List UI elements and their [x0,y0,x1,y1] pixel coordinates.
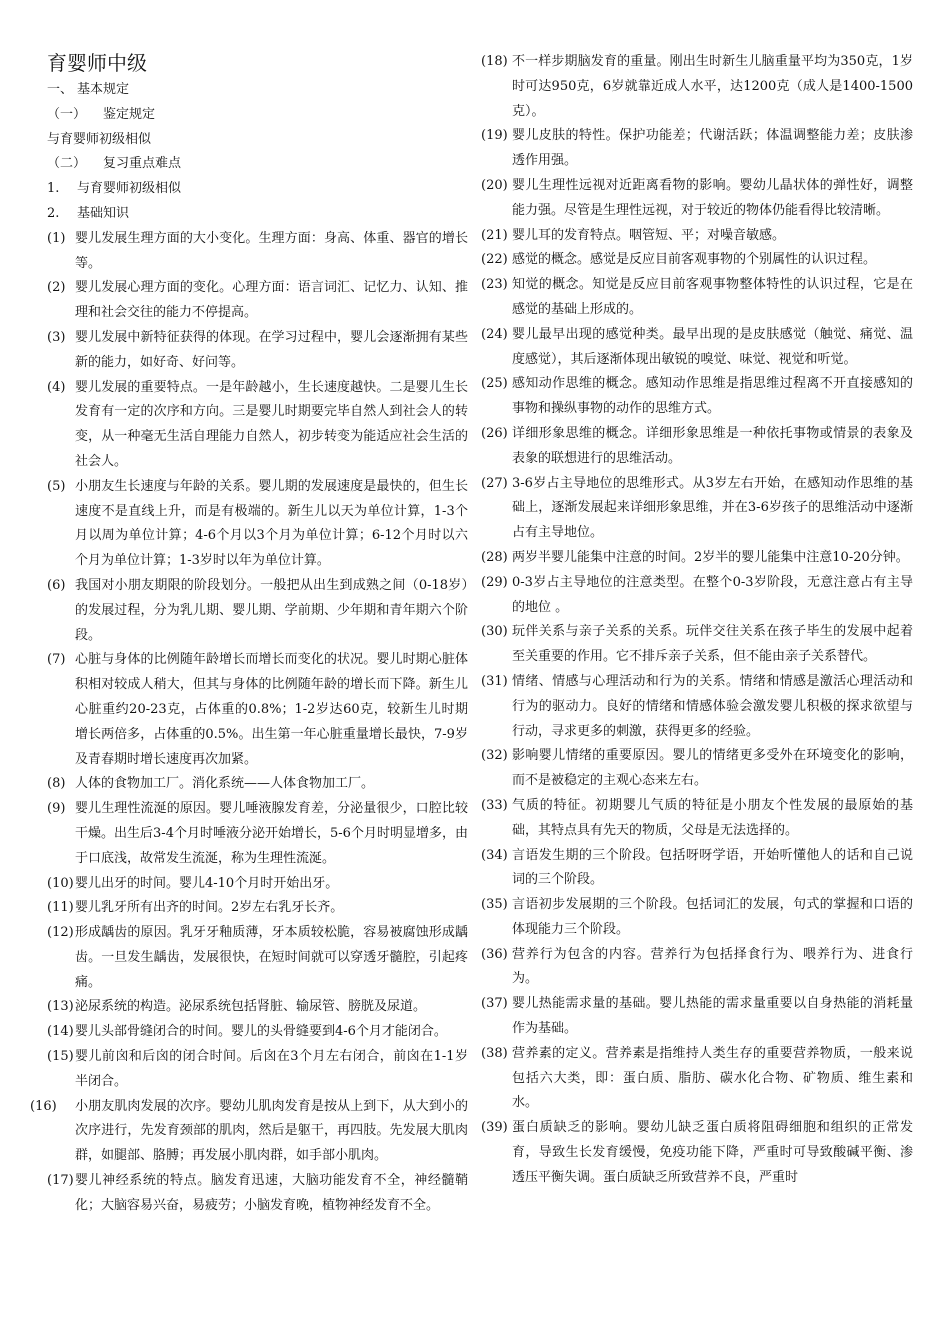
item-number: (20) [481,177,508,193]
item-text: 婴儿神经系统的特点。脑发育迅速，大脑功能发育不全，神经髓鞘化；大脑容易兴奋，易疲劳；小脑发育晚，植物神经发育不全。 [75,1173,468,1213]
item-text: 不一样步期脑发育的重量。刚出生时新生儿脑重量平均为350克，1岁时可达950克，6岁就靠近成人水平，达1200克（成人是1400-1500克）。 [512,54,913,119]
item-text: 婴儿前囟和后囟的闭合时间。后囟在3个月左右闭合，前囟在1-1岁半闭合。 [75,1049,468,1089]
list-item [47,326,468,376]
heading-text: 与育婴师初级相似 [77,181,182,197]
list-item [481,794,913,844]
item-text: 玩伴关系与亲子关系的关系。玩伴交往关系在孩子毕生的发展中起着至关重要的作用。它不排斥亲子关系，但不能由亲子关系替代。 [512,624,913,665]
list-item [481,323,913,373]
list-item [47,872,468,897]
list-item [47,772,468,797]
heading-number: 1. [47,181,60,197]
item-text: 婴儿头部骨缝闭合的时间。婴儿的头骨缝要到4-6个月才能闭合。 [75,1024,447,1040]
item-number: (19) [481,128,508,144]
item-text: 感知动作思维的概念。感知动作思维是指思维过程离不开直接感知的事物和操纵事物的动作的思维方式。 [512,376,913,417]
heading-text: 复习重点难点 [103,156,182,172]
item-number: (32) [481,748,508,764]
list-item [30,1095,468,1169]
list-item [481,422,913,472]
list-item [481,571,913,621]
item-number: (1) [47,230,66,246]
item-number: (39) [481,1120,508,1136]
list-item [481,620,913,670]
item-number: (3) [47,329,66,345]
heading-text: 基本规定 [77,82,130,97]
item-number: (30) [481,624,508,640]
item-text: 婴儿乳牙所有出齐的时间。2岁左右乳牙长齐。 [75,900,344,916]
item-text: 小朋友肌肉发展的次序。婴幼儿肌肉发育是按从上到下，从大到小的次序进行，先发育颈部的肌肉，然后是躯干，再四肢。先发展大肌肉群，如腿部、胳膊；再发展小肌肉群，如手部小肌肉。 [75,1098,468,1164]
item-text: 感觉的概念。感觉是反应目前客观事物的个别属性的认识过程。 [512,252,877,268]
item-text: 两岁半婴儿能集中注意的时间。2岁半的婴儿能集中注意10-20分钟。 [512,549,909,565]
item-number: (12) [47,925,74,941]
item-text: 婴儿热能需求量的基础。婴儿热能的需求量重要以自身热能的消耗量作为基础。 [512,996,913,1037]
heading-number: 2. [47,205,60,221]
item-text: 营养素的定义。营养素是指维持人类生存的重要营养物质，一般来说包括六大类，即：蛋白质、脂肪、碳水化合物、矿物质、维生素和水。 [512,1045,913,1111]
item-text: 气质的特征。初期婴儿气质的特征是小朋友个性发展的最原始的基础，其特点具有先天的物质，父母是无法选择的。 [512,797,913,838]
list-item [47,574,468,648]
item-number: (7) [47,652,66,668]
item-number: (25) [481,376,508,392]
item-number: (28) [481,549,508,565]
item-text: 婴儿出牙的时间。婴儿4-10个月时开始出牙。 [75,875,339,891]
item-text: 婴儿发展心理方面的变化。心理方面：语言词汇、记忆力、认知、推理和社会交往的能力不停提高。 [75,280,468,321]
item-text: 蛋白质缺乏的影响。婴幼儿缺乏蛋白质将阻碍细胞和组织的正常发育，导致生长发育缓慢，免疫功能下降，严重时可导致酸碱平衡、渗透压平衡失调。蛋白质缺乏所致营养不良，严重时 [512,1120,913,1185]
subsection-heading-review [47,152,468,177]
list-item [481,372,913,422]
item-number: (17) [47,1173,74,1189]
section-heading-basic-rules [47,78,468,103]
subsection-heading-assessment [47,103,468,128]
item-text: 婴儿皮肤的特性。保护功能差；代谢活跃；体温调整能力差；皮肤渗透作用强。 [512,128,913,169]
item-text: 形成龋齿的原因。乳牙牙釉质薄，牙本质较松脆，容易被腐蚀形成龋齿。一旦发生龋齿，发展很快，在短时间就可以穿透牙髓腔，引起疼痛。 [75,925,468,990]
item-number: (14) [47,1024,74,1040]
item-text: 泌尿系统的构造。泌尿系统包括肾脏、输尿管、膀胱及尿道。 [75,999,427,1015]
numbered-heading-2 [47,202,468,227]
item-number: (26) [481,425,508,441]
item-number: (37) [481,996,508,1012]
item-text: 婴儿发展生理方面的大小变化。生理方面：身高、体重、器官的增长等。 [75,230,468,271]
item-number: (9) [47,801,66,817]
list-item [47,227,468,277]
item-number: (10) [47,875,74,891]
item-number: (16) [30,1098,57,1114]
item-text: 我国对小朋友期限的阶段划分。一般把从出生到成熟之间（0-18岁）的发展过程，分为乳儿期、婴儿期、学前期、少年期和青年期六个阶段。 [75,577,468,643]
item-number: (4) [47,379,66,395]
item-number: (27) [481,475,508,491]
list-item [481,472,913,546]
item-number: (6) [47,577,66,593]
list-item [481,273,913,323]
list-item [47,276,468,326]
list-item [47,995,468,1020]
list-item [481,248,913,273]
item-number: (23) [481,277,508,293]
item-text: 心脏与身体的比例随年龄增长而增长而变化的状况。婴儿时期心脏体积相对较成人稍大，但其与身体的比例随年龄的增长而下降。新生儿心脏重约20-23克，占体重的0.8%；1-2岁达60克，较新生儿时期增长两倍多，占体重的0.5%。出生第一年心脏重量增长最快，7-9岁及青春期时增长速度再次加紧。 [75,652,468,767]
heading-number: （二） [47,156,87,172]
item-text: 详细形象思维的概念。详细形象思维是一种依托事物或情景的表象及表象的联想进行的思维活动。 [512,425,913,466]
item-number: (24) [481,326,508,342]
list-item [47,921,468,995]
item-number: (11) [47,900,74,916]
item-number: (13) [47,999,74,1015]
item-number: (34) [481,847,508,863]
item-number: (38) [481,1045,508,1061]
item-number: (2) [47,280,66,296]
item-number: (15) [47,1049,74,1065]
list-item [47,1169,468,1219]
item-text: 言语发生期的三个阶段。包括呀呀学语，开始听懂他人的话和自己说词的三个阶段。 [512,847,913,888]
item-number: (5) [47,478,66,494]
list-item [481,670,913,744]
list-item [47,376,468,475]
list-item [47,797,468,871]
item-number: (21) [481,227,508,243]
item-number: (8) [47,776,66,792]
item-text: 0-3岁占主导地位的注意类型。在整个0-3岁阶段，无意注意占有主导的地位 。 [512,574,913,615]
heading-number: 一、 [47,82,74,97]
list-item [481,50,913,124]
item-text: 婴儿生理性远视对近距离看物的影响。婴幼儿晶状体的弹性好，调整能力强。尽管是生理性远视，对于较近的物体仍能看得比较清晰。 [512,177,913,218]
item-text: 营养行为包含的内容。营养行为包括择食行为、喂养行为、进食行为。 [512,946,913,987]
item-text: 影响婴儿情绪的重要原因。婴儿的情绪更多受外在环境变化的影响，而不是被稳定的主观心态来左右。 [512,748,913,789]
numbered-heading-1 [47,177,468,202]
list-item [481,1116,913,1190]
list-item [47,896,468,921]
heading-text: 鉴定规定 [103,106,156,122]
item-text: 婴儿发展中新特征获得的体现。在学习过程中，婴儿会逐渐拥有某些新的能力，如好奇、好问等。 [75,329,468,370]
item-number: (35) [481,897,508,913]
document-title: 育婴师中级 [47,51,147,75]
list-item [481,124,913,174]
item-text: 言语初步发展期的三个阶段。包括词汇的发展，句式的掌握和口语的体现能力三个阶段。 [512,897,913,937]
list-item [47,1045,468,1095]
item-text: 婴儿耳的发育特点。咽管短、平；对噪音敏感。 [512,227,786,243]
list-item [481,546,913,571]
list-item [481,893,913,943]
list-item [481,174,913,224]
item-number: (36) [481,946,508,962]
right-column [481,50,913,1191]
item-number: (31) [481,673,508,689]
list-item [47,648,468,772]
heading-number: （一） [47,106,87,122]
list-item [481,744,913,794]
list-item [47,1020,468,1045]
list-item [481,1042,913,1116]
item-text: 3-6岁占主导地位的思维形式。从3岁左右开始，在感知动作思维的基础上，逐渐发展起来详细形象思维，并在3-6岁孩子的思维活动中逐渐占有主导地位。 [512,475,913,541]
item-text: 知觉的概念。知觉是反应目前客观事物整体特性的认识过程，它是在感觉的基础上形成的。 [512,277,913,317]
list-item [481,943,913,993]
left-column [30,50,468,1219]
list-item [481,224,913,249]
item-text: 情绪、情感与心理活动和行为的关系。情绪和情感是激活心理活动和行为的驱动力。良好的情绪和情感体验会激发婴儿积极的探求欲望与行动，寻求更多的刺激，获得更多的经验。 [512,673,913,739]
item-number: (18) [481,54,508,69]
item-text: 婴儿发展的重要特点。一是年龄越小，生长速度越快。二是婴儿生长发育有一定的次序和方向。三是婴儿时期要完毕自然人到社会人的转变，从一种毫无生活自理能力自然人，初步转变为能适应社会生活的社会人。 [75,379,468,469]
heading-text: 基础知识 [77,205,130,221]
paragraph-similar: 与育婴师初级相似 [47,131,152,147]
list-item [481,992,913,1042]
item-number: (33) [481,797,508,813]
list-item [47,475,468,574]
item-text: 小朋友生长速度与年龄的关系。婴儿期的发展速度是最快的，但生长速度不是直线上升，而是有极端的。新生儿以天为单位计算，1-3个月以周为单位计算；4-6个月以3个月为单位计算；6-12个月时以六个月为单位计算；1-3岁时以年为单位计算。 [75,478,468,569]
item-number: (29) [481,574,508,590]
item-number: (22) [481,252,508,268]
item-text: 婴儿最早出现的感觉种类。最早出现的是皮肤感觉（触觉、痛觉、温度感觉），其后逐渐体现出敏锐的嗅觉、味觉、视觉和听觉。 [512,326,913,367]
list-item [481,844,913,894]
item-text: 人体的食物加工厂。消化系统——人体食物加工厂。 [75,776,375,792]
item-text: 婴儿生理性流涎的原因。婴儿唾液腺发育差，分泌量很少，口腔比较干燥。出生后3-4个月时唾液分泌开始增长，5-6个月时明显增多，由于口底浅，故常发生流涎，称为生理性流涎。 [75,801,468,866]
